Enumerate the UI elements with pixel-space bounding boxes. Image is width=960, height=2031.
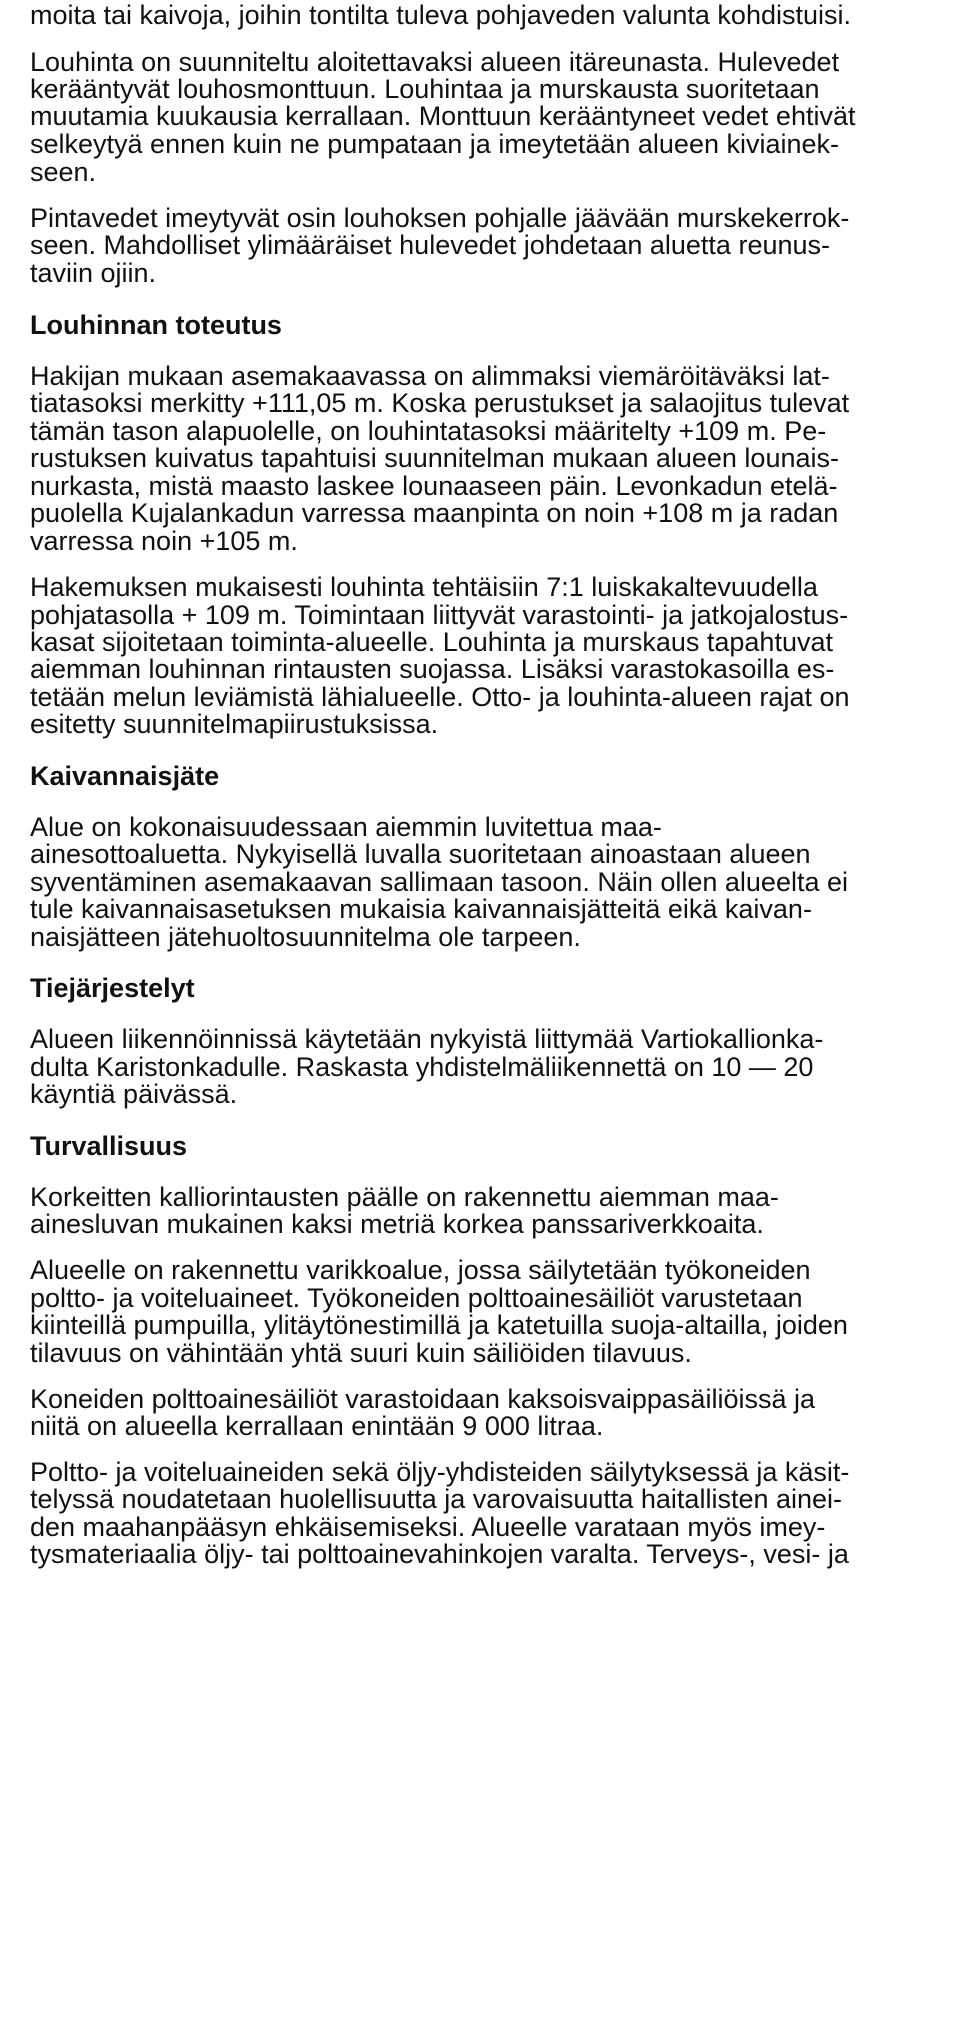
paragraph-line: Hakemuksen mukaisesti louhinta tehtäisiin 7:1 luiskakaltevuudella <box>30 572 818 602</box>
paragraph-line: pohjatasolla + 109 m. Toimintaan liittyvät varastointi- ja jatkojalostus- <box>30 600 849 630</box>
paragraph-line: tetään melun leviämistä lähialueelle. Otto- ja louhinta-alueen rajat on <box>30 682 850 712</box>
paragraph-line: ainesottoaluetta. Nykyisellä luvalla suoritetaan ainoastaan alueen <box>30 839 811 869</box>
section-heading: Kaivannaisjäte <box>30 761 220 791</box>
paragraph-line: käyntiä päivässä. <box>30 1079 238 1109</box>
paragraph-line: niitä on alueella kerrallaan enintään 9 000 litraa. <box>30 1411 604 1441</box>
paragraph-line: puolella Kujalankadun varressa maanpinta on noin +108 m ja radan <box>30 498 839 528</box>
paragraph-line: tysmateriaalia öljy- tai polttoainevahinkojen varalta. Terveys-, vesi- ja <box>30 1539 849 1569</box>
paragraph-line: syventäminen asemakaavan sallimaan tasoon. Näin ollen alueelta ei <box>30 867 848 897</box>
paragraph-line: taviin ojiin. <box>30 258 157 288</box>
paragraph-line: Alue on kokonaisuudessaan aiemmin luvitettua maa- <box>30 812 662 842</box>
paragraph-line: Poltto- ja voiteluaineiden sekä öljy-yhdisteiden säilytyksessä ja käsit- <box>30 1457 850 1487</box>
paragraph-line: poltto- ja voiteluaineet. Työkoneiden polttoainesäiliöt varustetaan <box>30 1283 803 1313</box>
paragraph-line: Hakijan mukaan asemakaavassa on alimmaksi viemäröitäväksi lat- <box>30 361 830 391</box>
paragraph-line: nurkasta, mistä maasto laskee lounaaseen päin. Levonkadun etelä- <box>30 471 838 501</box>
paragraph-line: ainesluvan mukainen kaksi metriä korkea panssariverkkoaita. <box>30 1209 764 1239</box>
paragraph-line: dulta Karistonkadulle. Raskasta yhdistelmäliikennettä on 10 — 20 <box>30 1052 814 1082</box>
section-heading: Tiejärjestelyt <box>30 973 195 1003</box>
paragraph-line: kerääntyvät louhosmonttuun. Louhintaa ja murskausta suoritetaan <box>30 74 820 104</box>
paragraph-line: Alueen liikennöinnissä käytetään nykyistä liittymää Vartiokallionka- <box>30 1024 824 1054</box>
paragraph-line: Koneiden polttoainesäiliöt varastoidaan kaksoisvaippasäiliöissä ja <box>30 1384 815 1414</box>
paragraph-line: esitetty suunnitelmapiirustuksissa. <box>30 709 439 739</box>
paragraph-line: varressa noin +105 m. <box>30 526 298 556</box>
paragraph-line: den maahanpääsyn ehkäisemiseksi. Alueelle varataan myös imey- <box>30 1512 826 1542</box>
paragraph-line: tämän tason alapuolelle, on louhintatasoksi määritelty +109 m. Pe- <box>30 416 827 446</box>
paragraph-line: tule kaivannaisasetuksen mukaisia kaivannaisjätteitä eikä kaivan- <box>30 894 812 924</box>
paragraph-line: Pintavedet imeytyvät osin louhoksen pohjalle jäävään murskekerrok- <box>30 203 850 233</box>
paragraph-line: kiinteillä pumpuilla, ylitäytönestimillä ja katetuilla suoja-altailla, joiden <box>30 1310 848 1340</box>
paragraph-line: seen. <box>30 157 97 187</box>
paragraph-line: Alueelle on rakennettu varikkoalue, jossa säilytetään työkoneiden <box>30 1255 811 1285</box>
section-heading: Turvallisuus <box>30 1131 188 1161</box>
paragraph-line: tiatasoksi merkitty +111,05 m. Koska perustukset ja salaojitus tulevat <box>30 388 850 418</box>
paragraph-line: seen. Mahdolliset ylimääräiset hulevedet johdetaan aluetta reunus- <box>30 230 830 260</box>
paragraph-line: tilavuus on vähintään yhtä suuri kuin säiliöiden tilavuus. <box>30 1338 692 1368</box>
section-heading: Louhinnan toteutus <box>30 310 282 340</box>
paragraph-line: Louhinta on suunniteltu aloitettavaksi alueen itäreunasta. Hulevedet <box>30 47 840 77</box>
paragraph-line: Korkeitten kalliorintausten päälle on rakennettu aiemman maa- <box>30 1182 779 1212</box>
paragraph-line: kasat sijoitetaan toiminta-alueelle. Louhinta ja murskaus tapahtuvat <box>30 627 833 657</box>
paragraph-line: muutamia kuukausia kerrallaan. Monttuun kerääntyneet vedet ehtivät <box>30 101 856 131</box>
paragraph-line: naisjätteen jätehuoltosuunnitelma ole tarpeen. <box>30 922 581 952</box>
paragraph-line: telyssä noudatetaan huolellisuutta ja varovaisuutta haitallisten ainei- <box>30 1484 843 1514</box>
paragraph-line: moita tai kaivoja, joihin tontilta tuleva pohjaveden valunta kohdistuisi. <box>30 0 851 30</box>
paragraph-line: rustuksen kuivatus tapahtuisi suunnitelman mukaan alueen lounais- <box>30 443 839 473</box>
paragraph-line: aiemman louhinnan rintausten suojassa. Lisäksi varastokasoilla es- <box>30 654 835 684</box>
paragraph-line: selkeytyä ennen kuin ne pumpataan ja imeytetään alueen kiviainek- <box>30 129 840 159</box>
